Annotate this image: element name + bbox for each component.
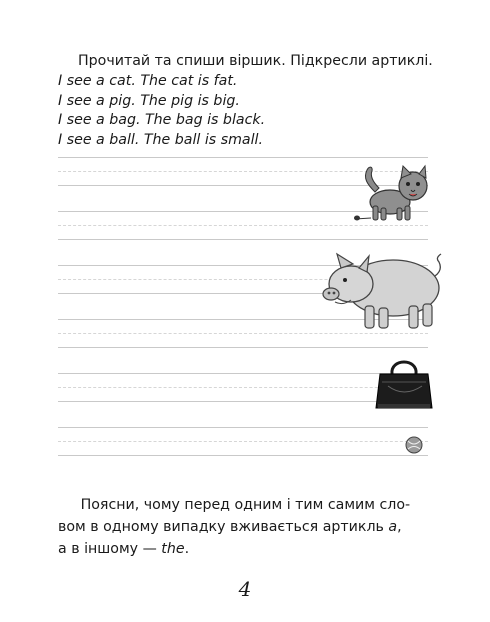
cat-illustration xyxy=(353,162,433,224)
handbag-illustration xyxy=(374,352,434,412)
explanation-task: Поясни, чому перед одним і тим самим сло- вом в одному випадку вживається артикль a, а в іншому — the. xyxy=(58,497,411,557)
article-the: the xyxy=(161,541,185,557)
poem xyxy=(58,72,265,150)
task-text: а в іншому — xyxy=(58,541,162,557)
ball-illustration xyxy=(404,435,424,455)
poem-line: I see a pig. The pig is big. xyxy=(58,92,240,109)
task-text: Поясни, чому перед одним і тим самим сло- xyxy=(80,497,411,513)
poem-line: I see a bag. The bag is black. xyxy=(58,112,266,128)
poem-line: I see a cat. The cat is fat. xyxy=(58,73,238,89)
pig-illustration xyxy=(321,246,447,332)
page-number: 4 xyxy=(238,577,252,601)
exercise-instruction: Прочитай та спиши віршик. Підкресли артиклі. xyxy=(78,53,433,69)
task-text: вом в одному випадку вживається артикль xyxy=(58,519,389,535)
article-a: a xyxy=(388,519,398,535)
poem-line: I see a ball. The ball is small. xyxy=(58,131,263,148)
task-text: . xyxy=(184,541,190,557)
